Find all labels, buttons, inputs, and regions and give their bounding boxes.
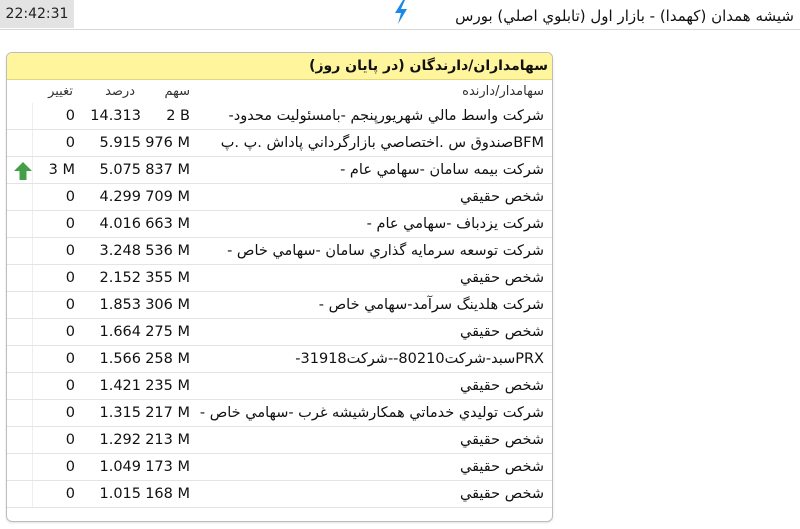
table-row[interactable] [7, 481, 552, 508]
cell-change: 0 [65, 324, 75, 340]
cell-share: 536 M [145, 243, 190, 259]
cell-change: 0 [65, 135, 75, 151]
table-row[interactable] [7, 373, 552, 400]
cell-share: 168 M [145, 486, 190, 502]
table-row[interactable] [7, 211, 552, 238]
cell-share: 258 M [145, 351, 190, 367]
cell-percent: 1.015 [99, 486, 141, 502]
cell-share: 976 M [145, 135, 190, 151]
cell-holder: شرکت واسط مالي شهريورپنجم -بامسئوليت محدود- [228, 108, 544, 124]
cell-percent: 2.152 [99, 270, 141, 286]
cell-holder: شخص حقيقي [460, 486, 544, 502]
col-header-change: تغيير [48, 84, 73, 99]
cell-change: 0 [65, 189, 75, 205]
cell-share: 213 M [145, 432, 190, 448]
cell-percent: 1.566 [99, 351, 141, 367]
table-row[interactable] [7, 130, 552, 157]
cell-percent: 1.315 [99, 405, 141, 421]
cell-change: 0 [65, 243, 75, 259]
cell-holder: PRXسبد-شرکت80210--شرکت31918- [295, 351, 544, 367]
cell-holder: شخص حقيقي [460, 189, 544, 205]
col-header-share: سهم [164, 84, 190, 99]
column-headers [7, 80, 552, 103]
cell-change: 0 [65, 216, 75, 232]
cell-percent: 4.016 [99, 216, 141, 232]
cell-change: 0 [65, 297, 75, 313]
table-row[interactable] [7, 400, 552, 427]
cell-share: 355 M [145, 270, 190, 286]
clock: 22:42:31 [0, 0, 74, 28]
symbol-title: شیشه همدان (کهمدا) - بازار اول (تابلوي اصلي) بورس [455, 7, 794, 25]
cell-change: 0 [65, 351, 75, 367]
cell-holder: شخص حقيقي [460, 378, 544, 394]
table-row[interactable] [7, 292, 552, 319]
table-row[interactable] [7, 454, 552, 481]
cell-percent: 1.292 [99, 432, 141, 448]
cell-holder: شرکت توسعه سرمايه گذاري سامان -سهامي خاص - [227, 243, 544, 259]
cell-share: 173 M [145, 459, 190, 475]
cell-percent: 4.299 [99, 189, 141, 205]
cell-percent: 1.421 [99, 378, 141, 394]
cell-change: 0 [65, 459, 75, 475]
shareholders-panel [6, 52, 553, 522]
cell-percent: 3.248 [99, 243, 141, 259]
cell-share: 306 M [145, 297, 190, 313]
cell-change: 0 [65, 432, 75, 448]
cell-share: 235 M [145, 378, 190, 394]
cell-share: 2 B [166, 108, 190, 124]
cell-change: 0 [65, 486, 75, 502]
shareholders-table [7, 103, 552, 508]
table-row[interactable] [7, 427, 552, 454]
panel-title: سهامداران/دارندگان (در پايان روز) [7, 53, 552, 80]
cell-share: 837 M [145, 162, 190, 178]
cell-holder: شرکت توليدي خدماتي همکارشيشه غرب -سهامي خاص - [199, 405, 544, 421]
table-row[interactable] [7, 346, 552, 373]
cell-holder: شخص حقيقي [460, 324, 544, 340]
cell-holder: BFMصندوق س .اختصاصي بازارگرداني پاداش .پ .پ [220, 135, 544, 151]
cell-percent: 1.664 [99, 324, 141, 340]
cell-percent: 14.313 [90, 108, 141, 124]
table-row[interactable] [7, 319, 552, 346]
col-header-percent: درصد [105, 84, 135, 99]
table-row[interactable] [7, 265, 552, 292]
cell-share: 709 M [145, 189, 190, 205]
cell-percent: 1.049 [99, 459, 141, 475]
cell-holder: شخص حقيقي [460, 432, 544, 448]
cell-change: 0 [65, 108, 75, 124]
table-row[interactable] [7, 184, 552, 211]
cell-holder: شخص حقيقي [460, 270, 544, 286]
table-row[interactable] [7, 103, 552, 130]
cell-change: 3 M [48, 162, 75, 178]
cell-holder: شخص حقيقي [460, 459, 544, 475]
cell-percent: 5.915 [99, 135, 141, 151]
cell-share: 663 M [145, 216, 190, 232]
cell-change: 0 [65, 405, 75, 421]
cell-percent: 5.075 [99, 162, 141, 178]
cell-change: 0 [65, 270, 75, 286]
cell-holder: شرکت يزدباف -سهامي عام - [366, 216, 544, 232]
table-row[interactable] [7, 157, 552, 184]
cell-change: 0 [65, 378, 75, 394]
lightning-bolt-icon [392, 0, 410, 24]
cell-holder: شرکت هلدينگ سرآمد-سهامي خاص - [318, 297, 544, 313]
cell-share: 275 M [145, 324, 190, 340]
cell-share: 217 M [145, 405, 190, 421]
table-row[interactable] [7, 238, 552, 265]
status-bar [0, 0, 800, 30]
cell-holder: شرکت بيمه سامان -سهامي عام - [340, 162, 544, 178]
cell-percent: 1.853 [99, 297, 141, 313]
col-header-holder: سهامدار/دارنده [462, 84, 544, 99]
